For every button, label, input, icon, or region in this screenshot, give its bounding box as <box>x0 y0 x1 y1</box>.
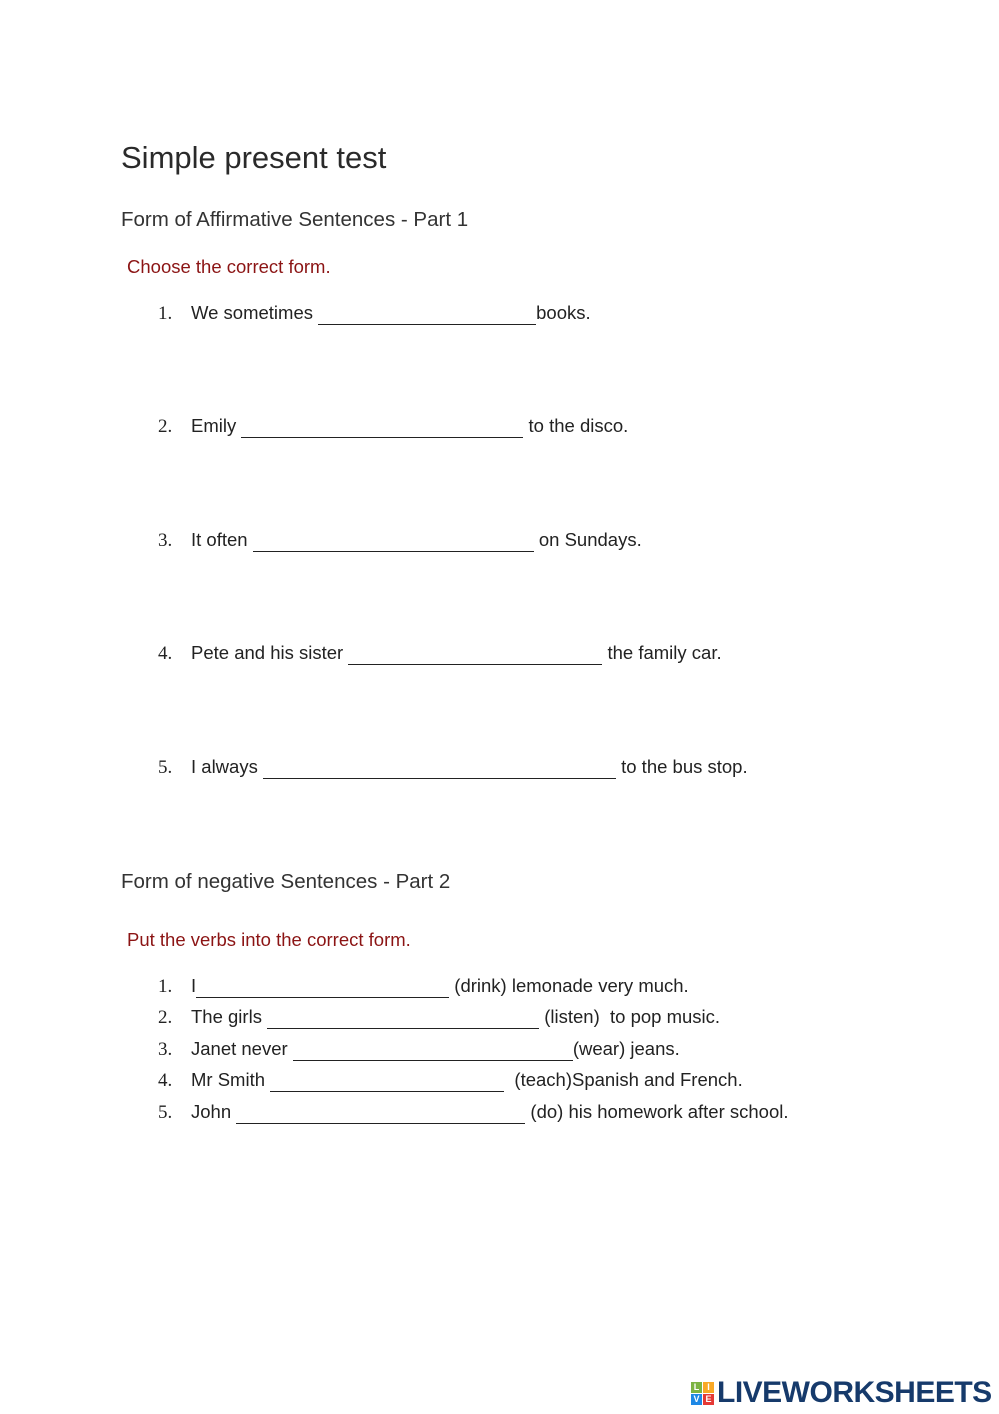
item-text-before: Pete and his sister <box>191 642 349 663</box>
part1-heading: Form of Affirmative Sentences - Part 1 <box>121 208 469 231</box>
item-text-after: the family car. <box>602 642 722 663</box>
part1-item <box>158 756 748 779</box>
logo-text: LIVEWORKSHEETS <box>717 1376 992 1409</box>
item-text-before: I always <box>191 756 263 777</box>
item-text-before: Mr Smith <box>191 1069 271 1090</box>
part2-item <box>158 1006 720 1029</box>
item-number: 2. <box>158 1007 173 1028</box>
part2-item <box>158 1038 680 1061</box>
part1-item <box>158 642 722 665</box>
answer-blank[interactable] <box>270 1073 504 1092</box>
item-text-after: on Sundays. <box>533 529 642 550</box>
answer-blank[interactable] <box>253 533 534 552</box>
part1-item <box>158 302 591 325</box>
item-text-before: The girls <box>191 1006 268 1027</box>
logo-letter: I <box>703 1382 714 1393</box>
answer-blank[interactable] <box>263 760 616 779</box>
part2-item <box>158 975 689 998</box>
liveworksheets-logo <box>691 1376 992 1410</box>
item-number: 3. <box>158 1039 173 1060</box>
answer-blank[interactable] <box>348 646 602 665</box>
item-number: 1. <box>158 303 173 324</box>
logo-letter: V <box>691 1394 702 1405</box>
item-number: 4. <box>158 643 173 664</box>
part1-item <box>158 415 628 438</box>
item-text-after: to the disco. <box>523 415 629 436</box>
item-text-before: Emily <box>191 415 242 436</box>
item-text-after: (listen) to pop music. <box>539 1006 721 1027</box>
item-text-after: (do) his homework after school. <box>525 1101 789 1122</box>
answer-blank[interactable] <box>236 1105 525 1124</box>
item-number: 1. <box>158 976 173 997</box>
answer-blank[interactable] <box>241 419 523 438</box>
part1-item <box>158 529 642 552</box>
logo-letter: E <box>703 1394 714 1405</box>
live-blocks-icon <box>691 1382 714 1405</box>
item-text-after: to the bus stop. <box>615 756 748 777</box>
item-number: 2. <box>158 416 173 437</box>
answer-blank[interactable] <box>293 1042 573 1061</box>
page-title: Simple present test <box>121 140 387 175</box>
item-text-after: (wear) jeans. <box>572 1038 680 1059</box>
part2-item <box>158 1069 743 1092</box>
item-number: 3. <box>158 530 173 551</box>
item-text-after: books. <box>536 302 591 323</box>
item-text-after: (teach)Spanish and French. <box>504 1069 743 1090</box>
item-text-before: John <box>191 1101 237 1122</box>
answer-blank[interactable] <box>267 1010 539 1029</box>
item-text-before: Janet never <box>191 1038 293 1059</box>
item-number: 5. <box>158 757 173 778</box>
answer-blank[interactable] <box>196 979 449 998</box>
part2-instruction: Put the verbs into the correct form. <box>127 929 411 950</box>
item-number: 4. <box>158 1070 173 1091</box>
part1-instruction: Choose the correct form. <box>127 256 331 277</box>
answer-blank[interactable] <box>318 306 536 325</box>
part2-heading: Form of negative Sentences - Part 2 <box>121 870 451 893</box>
item-number: 5. <box>158 1102 173 1123</box>
item-text-before: We sometimes <box>191 302 319 323</box>
item-text-before: I <box>191 975 197 996</box>
part2-item <box>158 1101 788 1124</box>
item-text-after: (drink) lemonade very much. <box>449 975 689 996</box>
logo-letter: L <box>691 1382 702 1393</box>
item-text-before: It often <box>191 529 253 550</box>
